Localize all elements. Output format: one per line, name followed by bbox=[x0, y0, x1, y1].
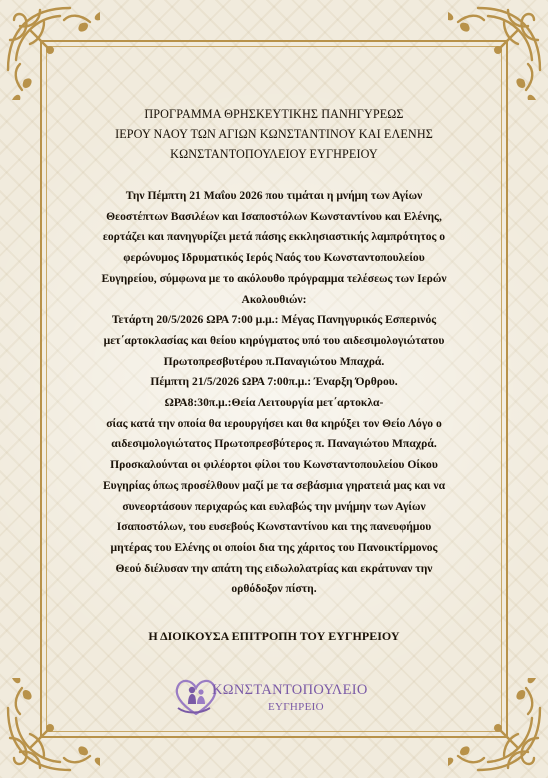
text-line: Τετάρτη 20/5/2026 ΩΡΑ 7:00 μ.μ.: Μέγας Πανηγυρικός Εσπερινός bbox=[111, 313, 437, 327]
text-line: Προσκαλούνται οι φιλέορτοι φίλοι του Κωνσταντοπουλείου Οίκου bbox=[110, 458, 438, 472]
text-line: σίας κατά την οποία θα ιερουργήσει και θα κηρύξει τον Θείο Λόγο ο bbox=[106, 416, 442, 430]
text-line: συνεορτάσουν περιχαρώς και ευλαβώς την μνήμην των Αγίων bbox=[122, 499, 426, 513]
text-line: Ευγηρείου, σύμφωνα με το ακόλουθο πρόγραμμα τελέσεως των Ιερών bbox=[101, 271, 447, 285]
corner-ornament-icon bbox=[438, 668, 548, 778]
text-line: φερώνυμος Ιδρυματικός Ιερός Ναός του Κωνσταντοπουλείου bbox=[123, 251, 425, 265]
text-line: μητέρας του Ελένης οι οποίοι δια της χάριτος του Πανοικτίρμονος bbox=[110, 540, 438, 554]
text-line: Την Πέμπτη 21 Μαΐου 2026 που τιμάται η μνήμη των Αγίων bbox=[125, 189, 423, 202]
announcement bbox=[58, 104, 490, 646]
signature: Η ΔΙΟΙΚΟΥΣΑ ΕΠΙΤΡΟΠΗ ΤΟΥ ΕΥΓΗΡΕΙΟΥ bbox=[148, 629, 400, 644]
text-line: Θεοστέπτων Βασιλέων και Ισαποστόλων Κωνσταντίνου και Ελένης, bbox=[106, 209, 442, 223]
text-line: εορτάζει και πανηγυρίζει μετά πάσης εκκλησιαστικής λαμπρότητος ο bbox=[102, 230, 446, 244]
text-line: αιδεσιμολογιώτατος Πρωτοπρεσβύτερος π. Παναγιώτου Μπαχρά. bbox=[111, 437, 437, 451]
text-line: Ισαποστόλων, του ευσεβούς Κωνσταντίνου και της πανευφήμου bbox=[116, 520, 432, 534]
corner-ornament-icon bbox=[438, 0, 548, 110]
logo bbox=[170, 672, 390, 722]
page-title bbox=[58, 104, 490, 164]
logo-name: ΚΩΝΣΤΑΝΤΟΠΟΥΛΕΙΟ bbox=[212, 682, 368, 698]
title-line: ΙΕΡΟΥ ΝΑΟΥ ΤΩΝ ΑΓΙΩΝ ΚΩΝΣΤΑΝΤΙΝΟΥ ΚΑΙ ΕΛΕΝΗΣ bbox=[115, 127, 433, 141]
corner-ornament-icon bbox=[0, 0, 110, 110]
text-line: Θεού διέλυσαν την απάτη της ειδωλολατρίας και εκράτυναν την bbox=[115, 561, 433, 575]
text-line: Ευγηρίας όπως προσέλθουν μαζί με τα σεβάσμια γηρατειά μας και να bbox=[102, 478, 446, 492]
text-line: ΩΡΑ8:30π.μ.:Θεία Λειτουργία μετ΄αρτοκλα- bbox=[164, 396, 384, 410]
text-line: ορθόδοξον πίστη. bbox=[231, 582, 317, 596]
program-text bbox=[58, 186, 490, 600]
text-line: μετ΄αρτοκλασίας και θείου κηρύγματος υπό του αιδεσιμολογιώτατου bbox=[103, 333, 445, 347]
title-line: ΠΡΟΓΡΑΜΜΑ ΘΡΗΣΚΕΥΤΙΚΗΣ ΠΑΝΗΓΥΡΕΩΣ bbox=[144, 107, 404, 121]
corner-ornament-icon bbox=[0, 668, 110, 778]
text-line: Ακολουθιών: bbox=[241, 292, 307, 306]
logo-subtitle: ΕΥΓΗΡΕΙΟ bbox=[268, 701, 324, 713]
title-line: ΚΩΝΣΤΑΝΤΟΠΟΥΛΕΙΟΥ ΕΥΓΗΡΕΙΟΥ bbox=[170, 147, 378, 161]
text-line: Πρωτοπρεσβυτέρου π.Παναγιώτου Μπαχρά. bbox=[163, 354, 385, 368]
text-line: Πέμπτη 21/5/2026 ΩΡΑ 7:00π.μ.: Έναρξη Όρθρου. bbox=[150, 375, 398, 389]
